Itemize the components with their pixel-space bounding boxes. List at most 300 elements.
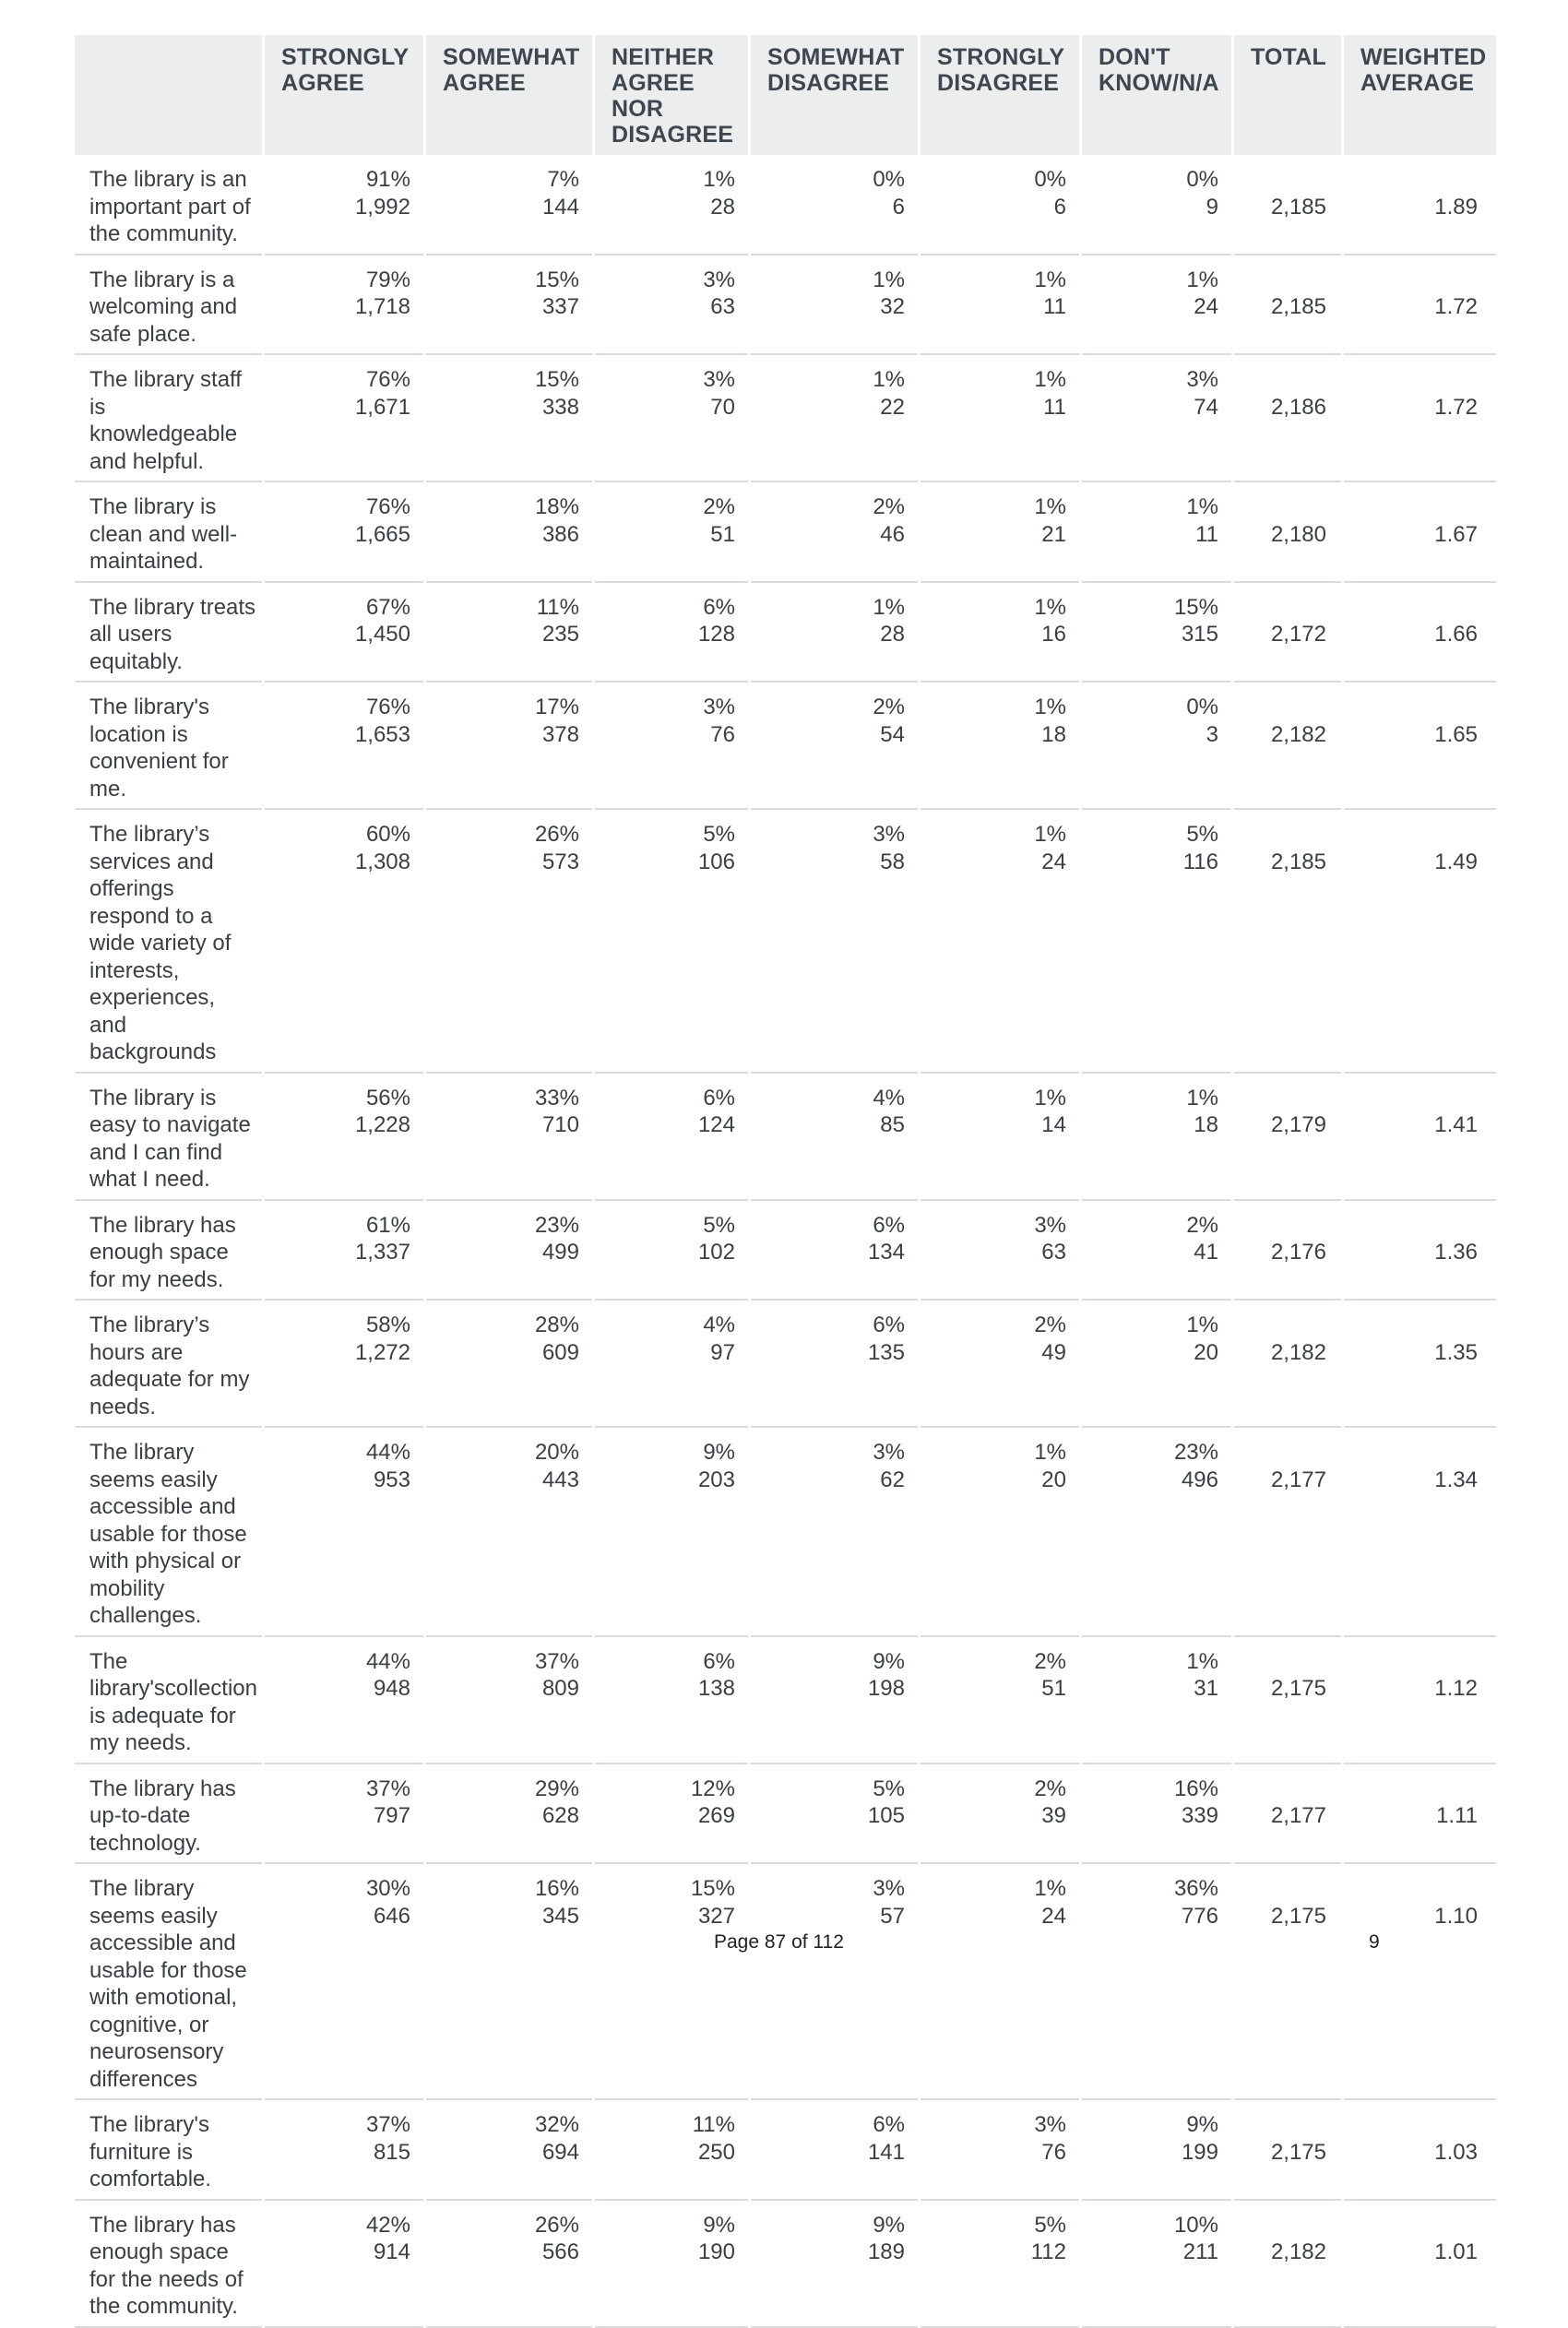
cell-somewhat-agree [426,583,592,683]
header-total: TOTAL [1234,35,1341,155]
cell-count: 345 [541,1903,579,1929]
cell-strongly-agree [265,683,423,810]
cell-percentage: 1% [1186,494,1218,519]
cell-weighted-average: 1.10 [1344,1864,1496,2100]
cell-percentage: 11% [536,594,579,620]
cell-count: 189 [867,2239,905,2264]
cell-weighted-average: 1.35 [1344,1301,1496,1428]
cell-count: 63 [1041,1240,1066,1265]
cell-count: 1,992 [354,194,410,220]
cell-somewhat-agree [426,683,592,810]
cell-count: 499 [541,1240,579,1265]
cell-percentage: 1% [1034,367,1066,392]
cell-percentage: 3% [873,822,905,847]
cell-percentage: 4% [703,1312,735,1337]
cell-count: 327 [697,1903,735,1929]
table-row [75,683,1496,810]
cell-percentage: 2% [703,494,735,519]
cell-percentage: 76% [365,367,410,392]
page-number-text: Page 87 of 112 [714,1931,844,1953]
cell-count: 337 [541,294,579,319]
cell-strongly-agree [265,2100,423,2201]
cell-count: 11 [1043,394,1066,420]
cell-count: 953 [373,1467,410,1492]
cell-strongly-disagree [921,2100,1079,2201]
cell-somewhat-agree [426,1074,592,1201]
cell-count: 41 [1194,1240,1218,1265]
cell-percentage: 4% [873,1085,905,1111]
cell-strongly-agree [265,2201,423,2328]
cell-percentage: 12% [690,1776,735,1801]
cell-strongly-disagree [921,2201,1079,2328]
cell-total: 2,177 [1234,1764,1341,1865]
cell-count: 797 [373,1803,410,1828]
cell-percentage: 9% [703,2212,735,2238]
cell-count: 20 [1041,1467,1066,1492]
cell-percentage: 15% [690,1876,735,1901]
cell-dont-know [1082,1428,1231,1637]
cell-weighted-average: 1.36 [1344,1201,1496,1301]
cell-percentage: 67% [365,594,410,620]
cell-neither [595,482,748,583]
cell-count: 18 [1041,721,1066,747]
cell-count: 11 [1043,294,1066,319]
cell-percentage: 3% [703,367,735,392]
cell-count: 49 [1041,1339,1066,1365]
row-label: The library staff is knowledgeable and helpful. [75,355,262,482]
cell-count: 11 [1195,521,1218,547]
cell-percentage: 1% [1034,1876,1066,1901]
cell-total: 2,179 [1234,1074,1341,1201]
row-label: The library is easy to navigate and I can find what I need. [75,1074,262,1201]
header-strongly-disagree: STRONGLY DISAGREE [921,35,1079,155]
cell-percentage: 9% [1186,2112,1218,2137]
cell-percentage: 10% [1173,2212,1218,2238]
cell-count: 97 [710,1339,735,1365]
cell-percentage: 1% [1034,494,1066,519]
cell-percentage: 15% [534,367,579,392]
cell-count: 815 [373,2139,410,2165]
cell-total: 2,185 [1234,810,1341,1074]
cell-dont-know [1082,810,1231,1074]
cell-percentage: 23% [1173,1440,1218,1465]
cell-dont-know [1082,1074,1231,1201]
cell-somewhat-disagree [751,583,918,683]
cell-dont-know [1082,355,1231,482]
cell-neither [595,2201,748,2328]
cell-neither [595,683,748,810]
table-row [75,1864,1496,2100]
cell-count: 6 [892,194,905,220]
cell-somewhat-disagree [751,2201,918,2328]
cell-somewhat-agree [426,1201,592,1301]
cell-somewhat-disagree [751,1764,918,1865]
cell-count: 144 [541,194,579,220]
cell-count: 269 [697,1803,735,1828]
cell-total: 2,182 [1234,683,1341,810]
table-row [75,1074,1496,1201]
cell-count: 1,450 [354,622,410,647]
cell-count: 710 [541,1112,579,1137]
cell-strongly-disagree [921,1428,1079,1637]
cell-neither [595,1301,748,1428]
cell-neither [595,1637,748,1764]
cell-count: 102 [697,1240,735,1265]
cell-dont-know [1082,482,1231,583]
cell-somewhat-disagree [751,255,918,356]
cell-percentage: 2% [1186,1212,1218,1238]
table-row [75,1301,1496,1428]
cell-percentage: 30% [365,1876,410,1901]
header-dont-know: DON'T KNOW/N/A [1082,35,1231,155]
cell-percentage: 2% [873,494,905,519]
cell-percentage: 16% [1173,1776,1218,1801]
table-row [75,810,1496,1074]
cell-weighted-average: 1.41 [1344,1074,1496,1201]
cell-count: 914 [373,2239,410,2264]
cell-somewhat-agree [426,1764,592,1865]
cell-strongly-disagree [921,355,1079,482]
cell-count: 138 [697,1676,735,1701]
row-label: The library is an important part of the community. [75,155,262,255]
table-row [75,1201,1496,1301]
table-header-row [75,35,1496,155]
header-somewhat-disagree: SOMEWHAT DISAGREE [751,35,918,155]
cell-count: 28 [880,622,905,647]
cell-percentage: 5% [703,1212,735,1238]
cell-strongly-agree [265,1864,423,2100]
cell-percentage: 17% [534,695,579,719]
cell-somewhat-disagree [751,2100,918,2201]
cell-weighted-average: 1.72 [1344,355,1496,482]
row-label: The library has enough space for the needs of the community. [75,2201,262,2328]
row-label: The library’s services and offerings respond to a wide variety of interests, experiences, and backgrounds [75,810,262,1074]
cell-strongly-disagree [921,1301,1079,1428]
cell-strongly-agree [265,810,423,1074]
cell-percentage: 5% [703,822,735,847]
cell-count: 1,718 [354,294,410,319]
cell-percentage: 6% [703,1085,735,1111]
cell-percentage: 2% [873,695,905,719]
cell-percentage: 1% [873,367,905,392]
cell-strongly-agree [265,1637,423,1764]
cell-count: 62 [880,1467,905,1492]
cell-neither [595,1764,748,1865]
cell-weighted-average: 1.49 [1344,810,1496,1074]
cell-weighted-average: 1.72 [1344,255,1496,356]
row-label: The library has up-to-date technology. [75,1764,262,1865]
cell-count: 199 [1181,2139,1218,2165]
page-footer [0,1931,1568,1959]
table-body [75,155,1496,2328]
cell-percentage: 42% [365,2212,410,2238]
table-row [75,2100,1496,2201]
row-label: The library seems easily accessible and usable for those with physical or mobility challenges. [75,1428,262,1637]
cell-somewhat-disagree [751,1637,918,1764]
cell-percentage: 37% [365,2112,410,2137]
cell-percentage: 6% [703,1648,735,1674]
cell-somewhat-disagree [751,155,918,255]
cell-somewhat-disagree [751,355,918,482]
cell-percentage: 3% [703,267,735,292]
cell-dont-know [1082,255,1231,356]
table-row [75,583,1496,683]
cell-somewhat-agree [426,155,592,255]
cell-percentage: 16% [534,1876,579,1901]
cell-count: 46 [880,521,905,547]
cell-percentage: 6% [873,2112,905,2137]
cell-count: 1,653 [354,721,410,747]
cell-percentage: 23% [534,1212,579,1238]
cell-count: 443 [541,1467,579,1492]
cell-count: 21 [1041,521,1066,547]
cell-count: 948 [373,1676,410,1701]
cell-percentage: 1% [1034,695,1066,719]
cell-total: 2,175 [1234,1637,1341,1764]
cell-percentage: 0% [1186,167,1218,192]
row-label: The library'scollection is adequate for my needs. [75,1637,262,1764]
cell-strongly-disagree [921,255,1079,356]
cell-percentage: 9% [703,1440,735,1465]
cell-percentage: 37% [534,1648,579,1674]
cell-count: 190 [697,2239,735,2264]
cell-count: 1,337 [354,1240,410,1265]
cell-count: 116 [1182,849,1218,874]
cell-weighted-average: 1.34 [1344,1428,1496,1637]
cell-strongly-agree [265,583,423,683]
cell-count: 16 [1041,622,1066,647]
cell-count: 85 [880,1112,905,1137]
cell-percentage: 29% [534,1776,579,1801]
cell-strongly-disagree [921,482,1079,583]
cell-count: 235 [541,622,579,647]
row-label: The library seems easily accessible and usable for those with emotional, cognitive, or neurosensory differences [75,1864,262,2100]
cell-percentage: 15% [534,267,579,292]
cell-count: 250 [697,2139,735,2165]
cell-count: 24 [1194,294,1218,319]
cell-total: 2,176 [1234,1201,1341,1301]
cell-count: 338 [541,394,579,420]
cell-somewhat-agree [426,2100,592,2201]
cell-neither [595,155,748,255]
cell-strongly-agree [265,482,423,583]
cell-strongly-disagree [921,1074,1079,1201]
cell-count: 124 [697,1112,735,1137]
cell-percentage: 6% [873,1312,905,1337]
cell-dont-know [1082,1864,1231,2100]
cell-count: 14 [1041,1112,1066,1137]
cell-dont-know [1082,1637,1231,1764]
cell-percentage: 1% [1034,822,1066,847]
header-neither: NEITHER AGREE NOR DISAGREE [595,35,748,155]
cell-percentage: 3% [1034,2112,1066,2137]
cell-percentage: 76% [365,494,410,519]
row-label: The library's location is convenient for me. [75,683,262,810]
cell-total: 2,172 [1234,583,1341,683]
cell-percentage: 1% [1034,267,1066,292]
cell-percentage: 11% [692,2112,735,2137]
cell-strongly-agree [265,1201,423,1301]
cell-percentage: 32% [534,2112,579,2137]
cell-count: 70 [710,394,735,420]
cell-somewhat-disagree [751,810,918,1074]
cell-percentage: 2% [1034,1648,1066,1674]
cell-percentage: 5% [873,1776,905,1801]
cell-count: 20 [1194,1339,1218,1365]
cell-somewhat-agree [426,1864,592,2100]
cell-strongly-disagree [921,683,1079,810]
cell-strongly-agree [265,1301,423,1428]
cell-count: 776 [1181,1903,1218,1929]
cell-count: 28 [710,194,735,220]
cell-percentage: 2% [1034,1312,1066,1337]
cell-total: 2,175 [1234,1864,1341,2100]
cell-count: 105 [867,1803,905,1828]
cell-strongly-disagree [921,583,1079,683]
cell-dont-know [1082,583,1231,683]
cell-neither [595,1428,748,1637]
cell-strongly-agree [265,255,423,356]
cell-percentage: 37% [365,1776,410,1801]
cell-count: 646 [373,1903,410,1929]
cell-count: 128 [697,622,735,647]
cell-percentage: 5% [1186,822,1218,847]
cell-count: 57 [880,1903,905,1929]
cell-count: 22 [880,394,905,420]
cell-percentage: 56% [365,1085,410,1111]
cell-count: 1,665 [354,521,410,547]
cell-strongly-disagree [921,1201,1079,1301]
cell-dont-know [1082,155,1231,255]
cell-count: 135 [867,1339,905,1365]
row-label: The library has enough space for my needs. [75,1201,262,1301]
cell-percentage: 91% [365,167,410,192]
cell-count: 74 [1194,394,1218,420]
cell-count: 315 [1181,622,1218,647]
cell-weighted-average: 1.65 [1344,683,1496,810]
cell-count: 496 [1181,1467,1218,1492]
row-label: The library's furniture is comfortable. [75,2100,262,2201]
cell-percentage: 1% [1034,594,1066,620]
cell-strongly-agree [265,355,423,482]
header-row-label [75,35,262,155]
cell-percentage: 0% [1186,695,1218,719]
cell-dont-know [1082,2201,1231,2328]
cell-strongly-agree [265,155,423,255]
cell-count: 31 [1194,1676,1218,1701]
table-row [75,2201,1496,2328]
cell-total: 2,185 [1234,155,1341,255]
cell-neither [595,583,748,683]
cell-somewhat-agree [426,355,592,482]
cell-count: 39 [1041,1803,1066,1828]
cell-weighted-average: 1.66 [1344,583,1496,683]
cell-strongly-disagree [921,155,1079,255]
cell-count: 18 [1194,1112,1218,1137]
cell-count: 106 [697,849,735,874]
cell-count: 112 [1030,2239,1066,2264]
cell-count: 198 [867,1676,905,1701]
cell-somewhat-disagree [751,1201,918,1301]
cell-somewhat-disagree [751,1301,918,1428]
cell-percentage: 2% [1034,1776,1066,1801]
cell-percentage: 1% [1186,1085,1218,1111]
cell-count: 134 [867,1240,905,1265]
cell-count: 6 [1053,194,1066,220]
table-row [75,482,1496,583]
cell-dont-know [1082,1201,1231,1301]
cell-percentage: 3% [1034,1212,1066,1238]
cell-percentage: 28% [534,1312,579,1337]
cell-somewhat-disagree [751,482,918,583]
cell-count: 76 [710,721,735,747]
cell-percentage: 1% [873,594,905,620]
cell-neither [595,255,748,356]
cell-percentage: 26% [534,2212,579,2238]
cell-percentage: 18% [534,494,579,519]
cell-somewhat-agree [426,1428,592,1637]
cell-strongly-agree [265,1074,423,1201]
cell-count: 573 [541,849,579,874]
cell-percentage: 3% [873,1440,905,1465]
cell-percentage: 0% [873,167,905,192]
cell-count: 76 [1041,2139,1066,2165]
cell-weighted-average: 1.11 [1344,1764,1496,1865]
row-label: The library is a welcoming and safe place. [75,255,262,356]
cell-percentage: 6% [873,1212,905,1238]
row-label: The library treats all users equitably. [75,583,262,683]
table-row [75,1428,1496,1637]
cell-total: 2,182 [1234,1301,1341,1428]
table-row [75,155,1496,255]
cell-somewhat-agree [426,482,592,583]
cell-percentage: 5% [1034,2212,1066,2238]
cell-dont-know [1082,1764,1231,1865]
cell-percentage: 60% [365,822,410,847]
header-strongly-agree: STRONGLY AGREE [265,35,423,155]
cell-percentage: 1% [1186,1648,1218,1674]
page-index: 9 [1369,1931,1380,1953]
cell-percentage: 76% [365,695,410,719]
cell-somewhat-disagree [751,1074,918,1201]
cell-count: 378 [541,721,579,747]
cell-percentage: 7% [547,167,579,192]
cell-total: 2,185 [1234,255,1341,356]
cell-count: 339 [1181,1803,1218,1828]
cell-percentage: 6% [703,594,735,620]
cell-total: 2,186 [1234,355,1341,482]
cell-percentage: 0% [1034,167,1066,192]
cell-strongly-agree [265,1764,423,1865]
cell-percentage: 44% [365,1440,410,1465]
table-row [75,1637,1496,1764]
row-label: The library’s hours are adequate for my needs. [75,1301,262,1428]
cell-strongly-agree [265,1428,423,1637]
cell-somewhat-agree [426,2201,592,2328]
cell-percentage: 26% [534,822,579,847]
cell-total: 2,182 [1234,2201,1341,2328]
cell-dont-know [1082,683,1231,810]
cell-percentage: 20% [534,1440,579,1465]
cell-percentage: 15% [1173,594,1218,620]
cell-weighted-average: 1.67 [1344,482,1496,583]
cell-neither [595,1201,748,1301]
cell-count: 1,308 [354,849,410,874]
cell-somewhat-agree [426,810,592,1074]
cell-count: 58 [880,849,905,874]
cell-strongly-disagree [921,1864,1079,2100]
cell-neither [595,1864,748,2100]
